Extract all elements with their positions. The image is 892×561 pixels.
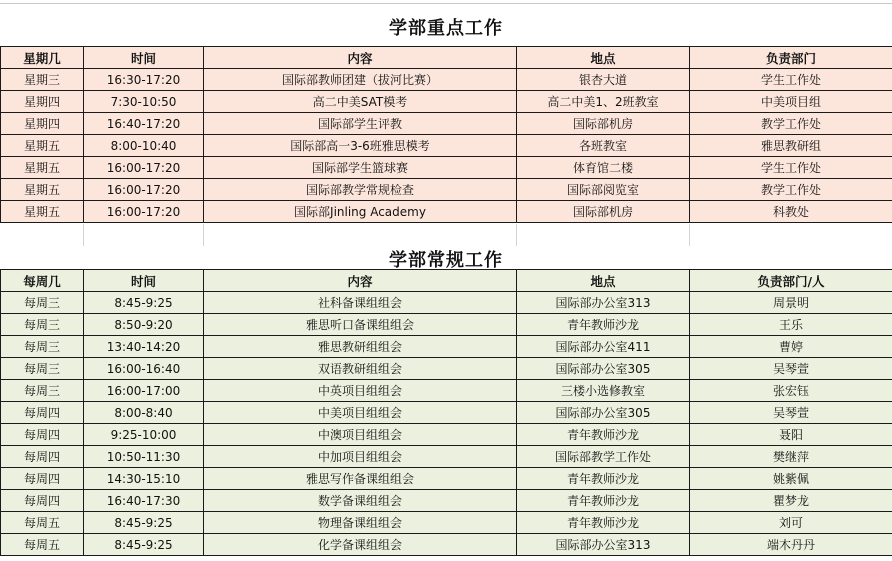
table-row xyxy=(1,468,892,490)
cell-content[interactable]: 中加项目组组会 xyxy=(204,446,517,468)
cell-location[interactable]: 各班教室 xyxy=(517,135,690,157)
cell-day[interactable]: 每周三 xyxy=(1,358,84,380)
cell-department[interactable]: 学生工作处 xyxy=(690,157,892,179)
table-row xyxy=(1,358,892,380)
cell-department[interactable]: 樊继萍 xyxy=(690,446,892,468)
cell-content[interactable]: 中英项目组组会 xyxy=(204,380,517,402)
cell-day[interactable]: 星期三 xyxy=(1,69,84,91)
table-row xyxy=(1,113,892,135)
table-row xyxy=(1,534,892,556)
cell-department[interactable]: 端木丹丹 xyxy=(690,534,892,556)
cell-location[interactable]: 银杏大道 xyxy=(517,69,690,91)
cell-department[interactable]: 周景明 xyxy=(690,292,892,314)
cell-content[interactable]: 中美项目组组会 xyxy=(204,402,517,424)
table-row xyxy=(1,314,892,336)
cell-time[interactable]: 16:00-17:20 xyxy=(84,201,204,223)
cell-day[interactable]: 每周三 xyxy=(1,380,84,402)
cell-department[interactable]: 聂阳 xyxy=(690,424,892,446)
cell-day[interactable]: 星期四 xyxy=(1,113,84,135)
cell-department[interactable]: 王乐 xyxy=(690,314,892,336)
cell-location[interactable]: 国际部办公室313 xyxy=(517,534,690,556)
cell-time[interactable]: 16:40-17:20 xyxy=(84,113,204,135)
column-header-time[interactable]: 时间 xyxy=(84,270,204,292)
cell-department[interactable]: 雅思教研组 xyxy=(690,135,892,157)
table-row xyxy=(1,292,892,314)
cell-time[interactable]: 8:45-9:25 xyxy=(84,534,204,556)
table-row xyxy=(1,179,892,201)
cell-department[interactable]: 张宏钰 xyxy=(690,380,892,402)
cell-day[interactable]: 每周三 xyxy=(1,314,84,336)
cell-location[interactable]: 体育馆二楼 xyxy=(517,157,690,179)
cell-time[interactable]: 16:00-17:20 xyxy=(84,157,204,179)
cell-content[interactable]: 雅思写作备课组组会 xyxy=(204,468,517,490)
cell-time[interactable]: 8:00-8:40 xyxy=(84,402,204,424)
cell-location[interactable]: 国际部办公室411 xyxy=(517,336,690,358)
cell-time[interactable]: 8:45-9:25 xyxy=(84,512,204,534)
cell-location[interactable]: 国际部办公室305 xyxy=(517,402,690,424)
table-row xyxy=(1,402,892,424)
cell-department[interactable]: 曹婷 xyxy=(690,336,892,358)
cell-location[interactable]: 青年教师沙龙 xyxy=(517,468,690,490)
table-row xyxy=(1,446,892,468)
cell-location[interactable]: 青年教师沙龙 xyxy=(517,512,690,534)
cell-content[interactable]: 中澳项目组组会 xyxy=(204,424,517,446)
cell-content[interactable]: 化学备课组组会 xyxy=(204,534,517,556)
table-row xyxy=(1,201,892,223)
table-row xyxy=(1,91,892,113)
column-header-department[interactable]: 负责部门/人 xyxy=(690,270,892,292)
cell-location[interactable]: 国际部教学工作处 xyxy=(517,446,690,468)
cell-department[interactable]: 中美项目组 xyxy=(690,91,892,113)
cell-department[interactable]: 科教处 xyxy=(690,201,892,223)
cell-content[interactable]: 国际部学生评教 xyxy=(204,113,517,135)
cell-time[interactable]: 8:45-9:25 xyxy=(84,292,204,314)
cell-day[interactable]: 每周五 xyxy=(1,534,84,556)
cell-department[interactable]: 刘可 xyxy=(690,512,892,534)
cell-day[interactable]: 每周四 xyxy=(1,446,84,468)
cell-content[interactable]: 国际部高一3-6班雅思模考 xyxy=(204,135,517,157)
column-header-content[interactable]: 内容 xyxy=(204,47,517,69)
cell-location[interactable]: 国际部办公室305 xyxy=(517,358,690,380)
cell-day[interactable]: 星期四 xyxy=(1,91,84,113)
cell-content[interactable]: 国际部学生篮球赛 xyxy=(204,157,517,179)
cell-content[interactable]: 雅思听口备课组组会 xyxy=(204,314,517,336)
table-row xyxy=(1,69,892,91)
column-header-day[interactable]: 星期几 xyxy=(1,47,84,69)
cell-time[interactable]: 13:40-14:20 xyxy=(84,336,204,358)
column-header-department[interactable]: 负责部门 xyxy=(690,47,892,69)
table-row xyxy=(1,135,892,157)
cell-time[interactable]: 16:00-17:00 xyxy=(84,380,204,402)
cell-time[interactable]: 8:50-9:20 xyxy=(84,314,204,336)
column-header-day[interactable]: 每周几 xyxy=(1,270,84,292)
cell-location[interactable]: 国际部阅览室 xyxy=(517,179,690,201)
table-row xyxy=(1,336,892,358)
section1-title: 学部重点工作 xyxy=(389,18,503,39)
column-header-location[interactable]: 地点 xyxy=(517,47,690,69)
cell-department[interactable]: 教学工作处 xyxy=(690,113,892,135)
cell-time[interactable]: 8:00-10:40 xyxy=(84,135,204,157)
cell-department[interactable]: 学生工作处 xyxy=(690,69,892,91)
section2-title: 学部常规工作 xyxy=(389,250,503,271)
cell-day[interactable]: 星期五 xyxy=(1,201,84,223)
cell-time[interactable]: 7:30-10:50 xyxy=(84,91,204,113)
cell-day[interactable]: 星期五 xyxy=(1,179,84,201)
table-row xyxy=(1,157,892,179)
key-work-table xyxy=(0,46,892,223)
cell-content[interactable]: 数学备课组组会 xyxy=(204,490,517,512)
cell-department[interactable]: 吴琴萱 xyxy=(690,402,892,424)
cell-time[interactable]: 10:50-11:30 xyxy=(84,446,204,468)
cell-day[interactable]: 星期五 xyxy=(1,135,84,157)
cell-content[interactable]: 国际部教学常规检查 xyxy=(204,179,517,201)
cell-day[interactable]: 每周四 xyxy=(1,402,84,424)
cell-time[interactable]: 16:40-17:30 xyxy=(84,490,204,512)
table-row xyxy=(1,490,892,512)
cell-day[interactable]: 每周五 xyxy=(1,512,84,534)
cell-location[interactable]: 三楼小选修教室 xyxy=(517,380,690,402)
cell-time[interactable]: 16:30-17:20 xyxy=(84,69,204,91)
cell-content[interactable]: 国际部教师团建（拔河比赛） xyxy=(204,69,517,91)
cell-location[interactable]: 青年教师沙龙 xyxy=(517,314,690,336)
cell-time[interactable]: 16:00-17:20 xyxy=(84,179,204,201)
cell-content[interactable]: 物理备课组组会 xyxy=(204,512,517,534)
cell-content[interactable]: 国际部Jinling Academy xyxy=(204,201,517,223)
cell-department[interactable]: 吴琴萱 xyxy=(690,358,892,380)
routine-work-table xyxy=(0,269,892,556)
cell-time[interactable]: 14:30-15:10 xyxy=(84,468,204,490)
column-header-location[interactable]: 地点 xyxy=(517,270,690,292)
table-row xyxy=(1,512,892,534)
cell-time[interactable]: 16:00-16:40 xyxy=(84,358,204,380)
cell-day[interactable]: 每周四 xyxy=(1,468,84,490)
cell-department[interactable]: 教学工作处 xyxy=(690,179,892,201)
cell-content[interactable]: 高二中美SAT模考 xyxy=(204,91,517,113)
cell-day[interactable]: 每周三 xyxy=(1,336,84,358)
cell-location[interactable]: 高二中美1、2班教室 xyxy=(517,91,690,113)
cell-content[interactable]: 双语教研组组会 xyxy=(204,358,517,380)
cell-day[interactable]: 星期五 xyxy=(1,157,84,179)
cell-department[interactable]: 姚紫佩 xyxy=(690,468,892,490)
cell-content[interactable]: 雅思教研组组会 xyxy=(204,336,517,358)
previous-row-edge xyxy=(0,0,892,4)
cell-location[interactable]: 国际部机房 xyxy=(517,113,690,135)
cell-location[interactable]: 青年教师沙龙 xyxy=(517,490,690,512)
column-header-time[interactable]: 时间 xyxy=(84,47,204,69)
cell-location[interactable]: 青年教师沙龙 xyxy=(517,424,690,446)
cell-department[interactable]: 瞿梦龙 xyxy=(690,490,892,512)
cell-day[interactable]: 每周四 xyxy=(1,424,84,446)
table-row xyxy=(1,380,892,402)
cell-day[interactable]: 每周三 xyxy=(1,292,84,314)
column-header-content[interactable]: 内容 xyxy=(204,270,517,292)
blank-row xyxy=(0,224,892,246)
cell-location[interactable]: 国际部机房 xyxy=(517,201,690,223)
cell-day[interactable]: 每周四 xyxy=(1,490,84,512)
cell-location[interactable]: 国际部办公室313 xyxy=(517,292,690,314)
table-row xyxy=(1,424,892,446)
cell-content[interactable]: 社科备课组组会 xyxy=(204,292,517,314)
cell-time[interactable]: 9:25-10:00 xyxy=(84,424,204,446)
